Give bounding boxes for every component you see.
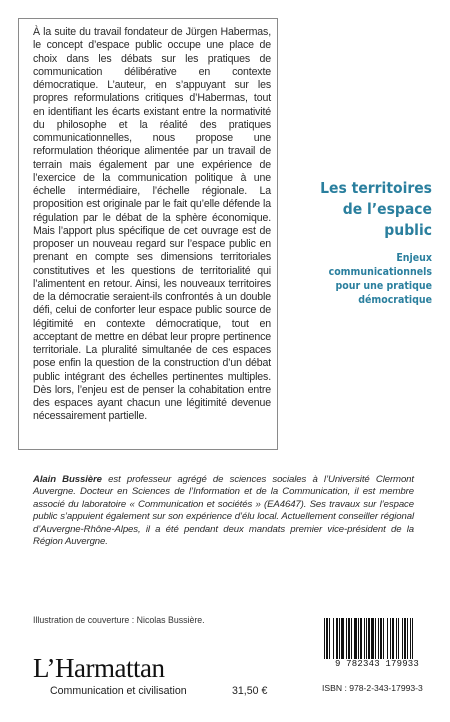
- barcode-bar: [392, 618, 394, 662]
- title-block: [292, 178, 432, 307]
- barcode-bar: [412, 618, 413, 662]
- barcode-bar: [368, 618, 370, 662]
- barcode-bar: [380, 618, 382, 662]
- barcode-bar: [358, 618, 359, 662]
- barcode-bar: [360, 618, 362, 662]
- barcode-bar: [398, 618, 399, 662]
- title-line-2: de l’espace public: [342, 200, 432, 239]
- barcode-bar: [341, 618, 344, 662]
- barcode-bar: [387, 618, 388, 662]
- barcode: [320, 618, 432, 678]
- barcode-bar: [383, 618, 384, 662]
- barcode-bar: [354, 618, 357, 662]
- barcode-bar: [410, 618, 411, 662]
- barcode-bar: [390, 618, 391, 662]
- author-name: Alain Bussière: [33, 474, 102, 485]
- barcode-bar: [351, 618, 352, 662]
- barcode-bar: [371, 618, 374, 662]
- book-title: [292, 178, 432, 241]
- author-bio-text: est professeur agrégé de sciences sociales à l’Université Clermont Auvergne. Docteur en Sciences de l’Information et de la Communication, il est membre associé du laboratoire « Communication et sociétés » (EA4647). Ses travaux sur l’espace public s’appuient également sur son expérience d’élu local. Actuellement conseiller régional d’Auvergne-Rhône-Alpes, il a été pendant deux mandats premier vice-président de la Région Auvergne.: [33, 474, 414, 548]
- barcode-bar: [346, 618, 347, 662]
- barcode-bar: [324, 618, 325, 662]
- barcode-bar: [326, 618, 328, 662]
- subtitle-line-3: démocratique: [358, 294, 432, 306]
- barcode-bar: [407, 618, 408, 662]
- barcode-bar: [333, 618, 334, 662]
- barcode-bar: [404, 618, 406, 662]
- barcode-bar: [339, 618, 340, 662]
- publisher-logo: L’Harmattan: [33, 653, 165, 683]
- barcode-bar: [396, 618, 397, 662]
- subtitle-line-2: pour une pratique: [335, 280, 432, 292]
- isbn-number: ISBN : 978-2-343-17993-3: [322, 683, 423, 693]
- title-line-1: Les territoires: [320, 179, 432, 197]
- collection-name: Communication et civilisation: [50, 685, 187, 697]
- barcode-bar: [364, 618, 365, 662]
- illustration-credit: Illustration de couverture : Nicolas Bussière.: [33, 615, 205, 625]
- book-subtitle: [292, 251, 432, 307]
- barcode-bar: [336, 618, 338, 662]
- barcode-bar: [348, 618, 350, 662]
- barcode-bar: [329, 618, 330, 662]
- summary-text: À la suite du travail fondateur de Jürgen Habermas, le concept d’espace public occupe une place de choix dans les débats sur les pratiques de communication délibérative en contexte démocratique. L’auteur, en s’appuyant sur les propres reformulations critiques d’Habermas, tout en identifiant les écarts existant entre la normativité du philosophe et la réalité des pratiques communicationnelles, nous propose une reformulation théorique alimentée par un travail de terrain mais également par une expérience de l’exercice de la communication politique à une échelle intermédiaire, l’échelle régionale. La proposition est originale par le fait qu’elle défende la régulation par le débat de la sphère économique. Mais l’apport plus spécifique de cet ouvrage est de proposer un nouveau regard sur l’espace public en prenant en compte ses dimensions territoriales constitutives et les questions de territorialité qui l’alimentent en retour. Ainsi, les nouveaux territoires de la démocratie seraient-ils confrontés à un double défi, celui de conforter leur espace public source de légitimité en contexte démocratique, tout en acceptant de mettre en débat leur propre pertinence territoriale. La pluralité simultanée de ces espaces pose enfin la question de la construction d’un débat public intégrant des échelles pertinentes multiples. Dès lors, l’enjeu est de penser la cohabitation entre des espaces ayant chacun une légitimité devenue nécessairement partielle.: [33, 26, 271, 423]
- price: 31,50 €: [232, 685, 268, 697]
- barcode-bar: [366, 618, 367, 662]
- author-bio: [33, 474, 414, 548]
- subtitle-line-1: Enjeux communicationnels: [328, 252, 432, 278]
- barcode-number: 9 782343 179933: [322, 659, 432, 669]
- barcode-bar: [402, 618, 403, 662]
- barcode-bar: [378, 618, 379, 662]
- barcode-bar: [375, 618, 376, 662]
